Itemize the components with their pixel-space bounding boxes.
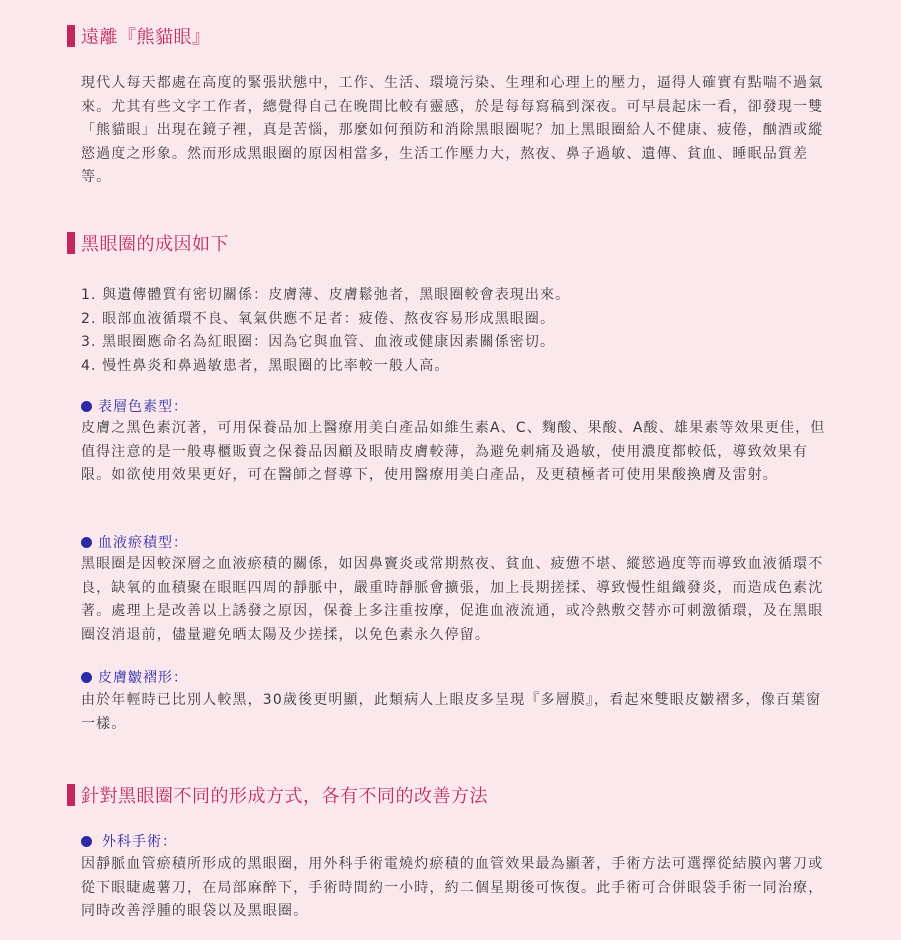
subheading-surface-pigment: [81, 395, 188, 417]
subheading-label: 皮膚皺褶形：: [98, 670, 188, 686]
subheading-label: 血液瘀積型：: [98, 535, 188, 551]
heading-accent-bar: [67, 25, 75, 47]
blood-stasis-paragraph: 黑眼圈是因較深層之血液瘀積的關係，如因鼻竇炎或常期熬夜、貧血、疲憊不堪、縱慾過度等而導致血液循環不良，缺氧的血積聚在眼眶四周的靜脈中，嚴重時靜脈會擴張，加上長期搓揉、導致慢性組織發炎，而造成色素沈著。處理上是改善以上誘發之原因，保養上多注重按摩，促進血液流通，或冷熱敷交替亦可刺激循環，及在黑眼圈沒消退前，儘量避免晒太陽及少搓揉，以免色素永久停留。: [81, 556, 824, 643]
subheading-surgery: [81, 830, 177, 852]
section-title: 黑眼圈的成因如下: [81, 234, 229, 255]
section-heading-treatments: [67, 783, 488, 807]
bullet-dot-icon: [81, 401, 92, 412]
section-heading-causes: [67, 231, 229, 255]
skin-wrinkle-paragraph: 由於年輕時已比別人較黑，30歲後更明顯，此類病人上眼皮多呈現『多層膜』，看起來雙眼皮皺褶多，像百葉窗一樣。: [81, 692, 822, 732]
section-title: 遠離『熊貓眼』: [81, 27, 211, 48]
heading-accent-bar: [67, 232, 75, 254]
subheading-label: 表層色素型：: [98, 399, 188, 415]
subheading-blood-stasis: [81, 531, 188, 553]
subheading-label: 外科手術：: [102, 834, 177, 850]
section-heading-panda-eyes: [67, 24, 211, 48]
heading-accent-bar: [67, 784, 75, 806]
list-item: 2. 眼部血液循環不良、氧氣供應不足者：疲倦、熬夜容易形成黑眼圈。: [81, 310, 556, 327]
surgery-paragraph: 因靜脈血管瘀積所形成的黑眼圈，用外科手術電燒灼瘀積的血管效果最為顯著，手術方法可選擇從結膜內薯刀或從下眼睫處薯刀，在局部麻醉下，手術時間約一小時，約二個星期後可恢復。此手術可合併眼袋手術一同治療，同時改善浮腫的眼袋以及黑眼圈。: [81, 856, 824, 919]
bullet-dot-icon: [81, 836, 92, 847]
list-item: 1. 與遺傳體質有密切關係：皮膚薄、皮膚鬆弛者，黑眼圈較會表現出來。: [81, 287, 571, 303]
bullet-dot-icon: [81, 672, 92, 683]
surface-pigment-paragraph: 皮膚之黑色素沉著，可用保養品加上醫療用美白產品如維生素A、C、麴酸、果酸、A酸、雄果素等效果更佳，但值得注意的是一般專櫃販賣之保養品因顧及眼睛皮膚較薄，為避免刺痛及過敏，使用濃度都較低，導致效果有限。如欲使用效果更好，可在醫師之督導下，使用醫療用美白產品，及更積極者可使用果酸換膚及雷射。: [81, 420, 826, 483]
list-item: 4. 慢性鼻炎和鼻過敏患者，黑眼圈的比率較一般人高。: [81, 357, 450, 374]
causes-list: [81, 284, 841, 378]
intro-paragraph: 現代人每天都處在高度的緊張狀態中，工作、生活、環境污染、生理和心理上的壓力，逼得人確實有點喘不過氣來。尤其有些文字工作者，總覺得自己在晚間比較有靈感，於是每每寫稿到深夜。可早晨起床一看，卻發現一雙「熊貓眼」出現在鏡子裡，真是苦惱，那麼如何預防和消除黑眼圈呢？加上黑眼圈給人不健康、疲倦，酗酒或縱慾過度之形象。然而形成黑眼圈的原因相當多，生活工作壓力大，熬夜、鼻子過敏、遺傳、貧血、睡眠品質差等。: [81, 75, 824, 185]
subheading-skin-wrinkle: [81, 666, 188, 688]
section-title: 針對黑眼圈不同的形成方式，各有不同的改善方法: [81, 786, 488, 807]
bullet-dot-icon: [81, 537, 92, 548]
list-item: 3. 黑眼圈應命名為紅眼圈：因為它與血管、血液或健康因素關係密切。: [81, 334, 556, 350]
